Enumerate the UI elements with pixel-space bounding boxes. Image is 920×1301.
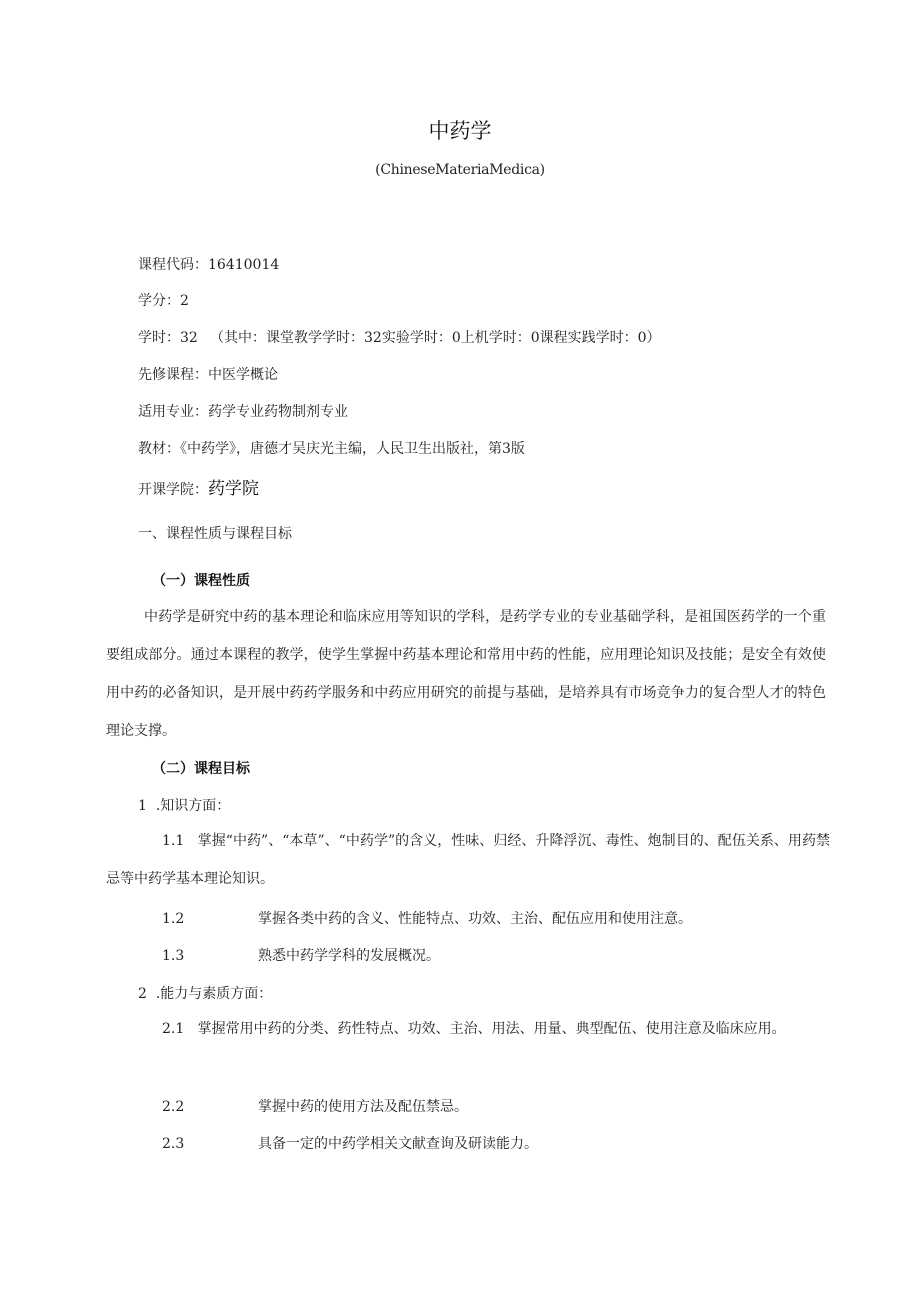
ability-item-2-2 <box>162 1096 468 1116</box>
major-value: 药学专业药物制剂专业 <box>208 404 348 420</box>
item-number: 2.3 <box>162 1136 185 1152</box>
item-text: 掌握各类中药的含义、性能特点、功效、主治、配伍应用和使用注意。 <box>258 911 692 927</box>
item-number: 1.2 <box>162 911 185 927</box>
subsection-heading-nature: （一）课程性质 <box>152 573 250 589</box>
major-label: 适用专业： <box>138 404 208 420</box>
major-row <box>138 401 348 421</box>
hours-label: 学时： <box>138 330 180 346</box>
knowledge-item-1-1: 1.1 掌握“中药”、“本草”、“中药学”的含义，性味、归经、升降浮沉、毒性、炮制目的、配伍关系、用药禁忌等中药学基本理论知识。 <box>106 833 830 887</box>
textbook-label: 教材： <box>138 441 180 457</box>
item-text: 具备一定的中药学相关文献查询及研读能力。 <box>258 1136 538 1152</box>
ability-item-2-1: 2.1 掌握常用中药的分类、药性特点、功效、主治、用法、用量、典型配伍、使用注意及临床应用。 <box>162 1021 786 1037</box>
course-code-label: 课程代码： <box>138 257 208 273</box>
school-value: 药学院 <box>208 479 259 499</box>
item-number: 2.2 <box>162 1099 185 1115</box>
school-row <box>138 474 259 499</box>
credit-value: 2 <box>180 293 189 309</box>
textbook-value: 《中药学》，唐德才吴庆光主编，人民卫生出版社，第3版 <box>180 441 525 457</box>
hours-value: 32 <box>180 330 198 346</box>
prerequisite-row <box>138 364 278 384</box>
item-number: 1.3 <box>162 948 185 964</box>
hours-detail: （其中：课堂教学学时：32实验学时：0上机学时：0课程实践学时：0） <box>210 330 661 346</box>
ability-item-2-3 <box>162 1133 538 1153</box>
knowledge-heading: 1 .知识方面： <box>138 798 231 814</box>
credit-row <box>138 290 189 310</box>
knowledge-item-1-2 <box>162 908 692 928</box>
course-nature-paragraph: 中药学是研究中药的基本理论和临床应用等知识的学科，是药学专业的专业基础学科，是祖国医药学的一个重要组成部分。通过本课程的教学，使学生掌握中药基本理论和常用中药的性能，应用理论知识及技能；是安全有效使用中药的必备知识，是开展中药药学服务和中药应用研究的前提与基础，是培养具有市场竞争力的复合型人才的特色理论支撑。 <box>106 609 826 739</box>
page-subtitle: (ChineseMateriaMedica) <box>375 162 545 178</box>
textbook-row <box>138 438 525 458</box>
prerequisite-label: 先修课程： <box>138 367 208 383</box>
item-text: 掌握中药的使用方法及配伍禁忌。 <box>258 1099 468 1115</box>
school-label: 开课学院： <box>138 482 208 498</box>
prerequisite-value: 中医学概论 <box>208 367 278 383</box>
course-code-row <box>138 254 279 274</box>
subsection-heading-goals: （二）课程目标 <box>152 761 250 777</box>
item-text: 熟悉中药学学科的发展概况。 <box>258 948 440 964</box>
credit-label: 学分： <box>138 293 180 309</box>
course-code-value: 16410014 <box>208 257 280 273</box>
section-heading: 一、课程性质与课程目标 <box>138 526 292 542</box>
ability-heading: 2 .能力与素质方面： <box>138 986 273 1002</box>
knowledge-item-1-3 <box>162 945 440 965</box>
hours-row <box>138 327 661 347</box>
page-title: 中药学 <box>428 119 492 143</box>
